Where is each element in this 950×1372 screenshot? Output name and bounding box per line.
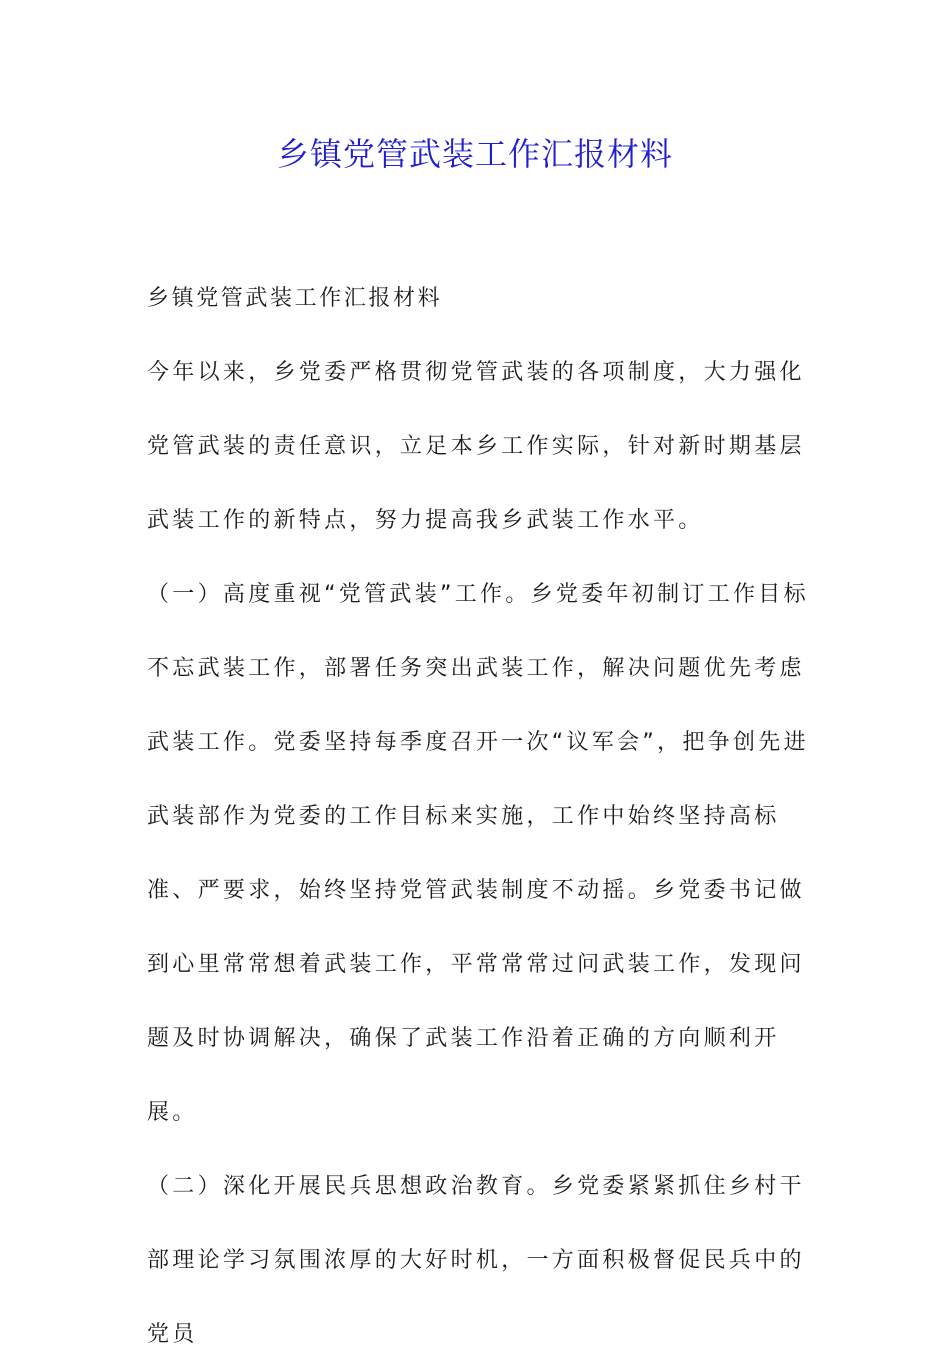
document-body [147, 262, 811, 1372]
paragraph-section-1: （一）高度重视“党管武装”工作。乡党委年初制订工作目标不忘武装工作，部署任务突出武装工作，解决问题优先考虑武装工作。党委坚持每季度召开一次“议军会”，把争创先进武装部作为党委的工作目标来实施，工作中始终坚持高标准、严要求，始终坚持党管武装制度不动摇。乡党委书记做到心里常常想着武装工作，平常常常过问武装工作，发现问题及时协调解决，确保了武装工作沿着正确的方向顺利开展。 [147, 582, 809, 1125]
paragraph-section-2: （二）深化开展民兵思想政治教育。乡党委紧紧抓住乡村干部理论学习氛围浓厚的大好时机，一方面积极督促民兵中的党员 [147, 1174, 805, 1347]
paragraph-intro: 今年以来，乡党委严格贯彻党管武装的各项制度，大力强化党管武装的责任意识，立足本乡工作实际，针对新时期基层武装工作的新特点，努力提高我乡武装工作水平。 [147, 360, 805, 533]
document-title: 乡镇党管武装工作汇报材料 [276, 135, 673, 173]
document-subtitle: 乡镇党管武装工作汇报材料 [147, 286, 443, 311]
